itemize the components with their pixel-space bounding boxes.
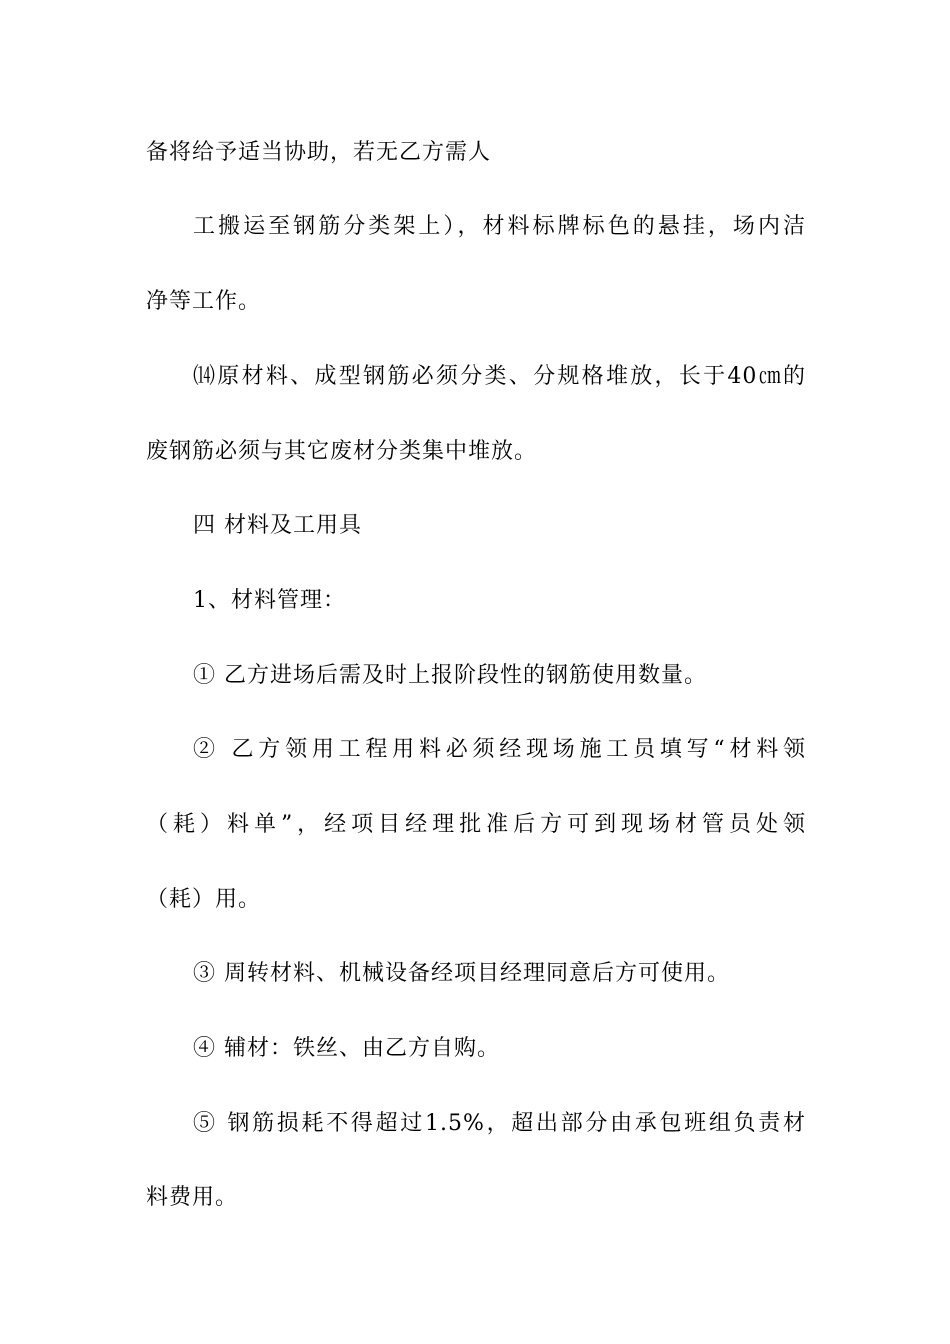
text-line-3: 净等工作。 [146,289,262,314]
list-item-1: ① 乙方进场后需及时上报阶段性的钢筋使用数量。 [193,663,707,688]
list-item-2-line-2: （耗）料单”，经项目经理批准后方可到现场材管员处领 [146,812,806,837]
list-item-5-line-2: 料费用。 [146,1185,239,1210]
list-item-4: ④ 辅材：铁丝、由乙方自购。 [193,1036,500,1061]
section-heading: 四 材料及工用具 [193,513,362,538]
text-line-2: 工搬运至钢筋分类架上），材料标牌标色的悬挂，场内洁 [193,214,806,239]
subsection-heading: 1、材料管理： [193,588,346,613]
list-item-3: ③ 周转材料、机械设备经项目经理同意后方可使用。 [193,961,730,986]
list-item-5-line-1: ⑤ 钢筋损耗不得超过1.5%，超出部分由承包班组负责材 [193,1111,806,1136]
list-item-2-line-1: ② 乙方领用工程用料必须经现场施工员填写“材料领 [193,737,806,762]
text-line-4: ⒁原材料、成型钢筋必须分类、分规格堆放，长于40㎝的 [193,364,806,389]
text-line-1: 备将给予适当协助，若无乙方需人 [146,140,492,165]
list-item-2-line-3: （耗）用。 [146,887,262,912]
text-line-5: 废钢筋必须与其它废材分类集中堆放。 [146,439,538,464]
